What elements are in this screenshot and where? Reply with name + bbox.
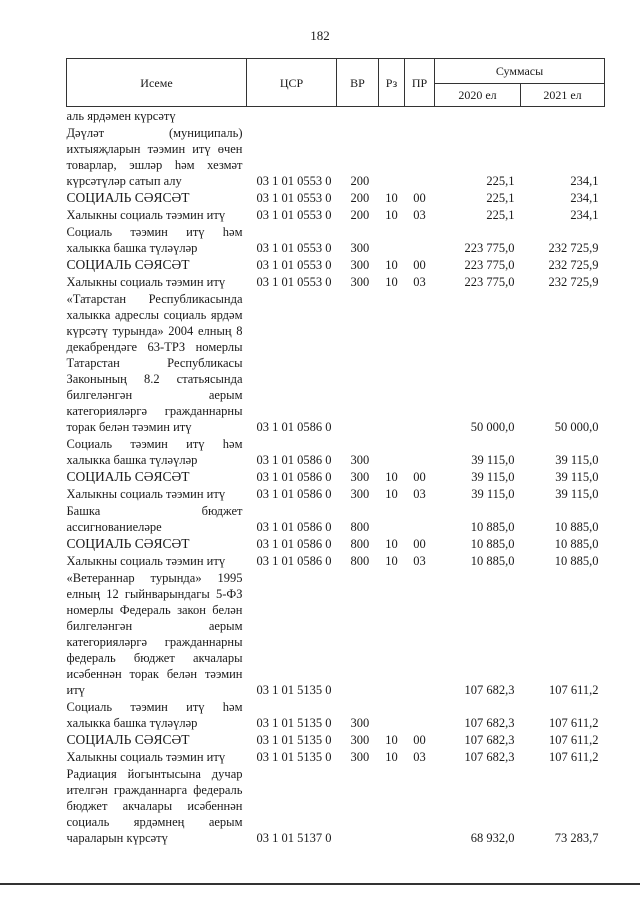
header-sums: Суммасы — [435, 59, 605, 84]
row-csr: 03 1 01 0586 0 — [256, 554, 332, 568]
table-row — [67, 468, 605, 485]
page-number: 182 — [310, 28, 330, 43]
row-csr: 03 1 01 0586 0 — [256, 487, 332, 501]
row-rz: 10 — [385, 470, 398, 484]
row-sum-2021: 10 885,0 — [554, 554, 599, 568]
table-row — [67, 273, 605, 290]
table-row — [67, 552, 605, 569]
table-row — [67, 535, 605, 552]
row-name-text: СОЦИАЛЬ СӘЯСӘТ — [66, 190, 190, 205]
row-rz — [379, 435, 405, 468]
row-csr: 03 1 01 5137 0 — [256, 831, 332, 845]
row-name — [67, 552, 247, 569]
table-row — [67, 206, 605, 223]
row-name — [67, 107, 247, 125]
row-vr — [337, 107, 379, 125]
row-sum-2020: 223 775,0 — [464, 241, 515, 255]
table-row — [67, 107, 605, 125]
row-vr: 300 — [350, 275, 370, 289]
row-sum-2020: 10 885,0 — [470, 537, 515, 551]
row-sum-2021: 232 725,9 — [548, 275, 599, 289]
row-name — [67, 273, 247, 290]
table-row — [67, 223, 605, 256]
row-sum-2020: 39 115,0 — [471, 487, 515, 501]
header-name: Исеме — [67, 59, 247, 107]
row-name — [67, 485, 247, 502]
row-rz: 10 — [385, 733, 398, 747]
row-pr — [405, 107, 435, 125]
row-name — [67, 223, 247, 256]
row-csr — [247, 107, 337, 125]
row-name — [67, 290, 247, 435]
row-name-text: Дәүләт (муниципаль) ихтыяҗларын тәэмин итү өчен товарлар, эшләр һәм хезмәт күрсәтүләр сатып алу — [66, 126, 243, 188]
row-vr: 300 — [350, 470, 370, 484]
header-2021: 2021 ел — [521, 84, 605, 107]
row-sum-2021: 39 115,0 — [555, 487, 599, 501]
row-name-text: Социаль тәэмин итү һәм халыкка башка түләүләр — [66, 700, 243, 730]
row-rz: 10 — [385, 537, 398, 551]
row-name-text: Башка бюджет ассигнованиеләре — [66, 504, 243, 534]
row-name — [67, 535, 247, 552]
row-name — [67, 256, 247, 273]
row-name — [67, 206, 247, 223]
row-name-text: Радиация йогынтысына дучар ителгән гражданнарга федераль бюджет акчалары исәбеннән социаль ярдәмнең аерым чараларын күрсәтү — [66, 767, 243, 845]
row-sum-2021: 50 000,0 — [554, 420, 599, 434]
bottom-divider — [0, 883, 640, 885]
table-body — [67, 107, 605, 847]
row-csr: 03 1 01 0553 0 — [256, 275, 332, 289]
row-name-text: Халыкны социаль тәэмин итү — [66, 554, 226, 568]
row-sum-2021: 107 611,2 — [548, 750, 599, 764]
table-row — [67, 502, 605, 535]
row-name-text: аль ярдәмен күрсәтү — [66, 109, 176, 123]
row-rz: 10 — [385, 275, 398, 289]
row-sum-2020: 107 682,3 — [464, 750, 515, 764]
row-name-text: Халыкны социаль тәэмин итү — [66, 275, 226, 289]
row-pr — [405, 435, 435, 468]
row-rz: 10 — [385, 554, 398, 568]
row-sum-2020 — [435, 107, 521, 125]
table-row — [67, 731, 605, 748]
row-sum-2020: 50 000,0 — [470, 420, 515, 434]
row-pr — [405, 569, 435, 698]
row-vr: 300 — [350, 487, 370, 501]
row-rz: 10 — [385, 191, 398, 205]
row-sum-2020: 107 682,3 — [464, 716, 515, 730]
row-csr: 03 1 01 0553 0 — [256, 208, 332, 222]
row-sum-2021: 39 115,0 — [555, 453, 599, 467]
row-name — [67, 569, 247, 698]
row-name — [67, 124, 247, 189]
row-sum-2020: 225,1 — [486, 174, 515, 188]
row-vr: 200 — [350, 208, 370, 222]
table-row — [67, 124, 605, 189]
row-csr: 03 1 01 0553 0 — [256, 258, 332, 272]
row-pr: 00 — [413, 733, 426, 747]
row-vr — [337, 290, 379, 435]
row-sum-2021: 10 885,0 — [554, 520, 599, 534]
row-sum-2021: 107 611,2 — [548, 683, 599, 697]
row-name-text: СОЦИАЛЬ СӘЯСӘТ — [66, 536, 190, 551]
budget-table — [66, 58, 605, 846]
row-sum-2021: 232 725,9 — [548, 258, 599, 272]
row-name-text: СОЦИАЛЬ СӘЯСӘТ — [66, 732, 190, 747]
header-pr: ПР — [405, 59, 435, 107]
row-vr: 300 — [350, 453, 370, 467]
row-csr: 03 1 01 0586 0 — [256, 420, 332, 434]
row-name-text: «Татарстан Республикасында халыкка адреслы социаль ярдәм күрсәтү турында» 2004 елның 8 декабрендәге 63-ТРЗ номерлы Татарстан Республикасы Законының 8.2 статьясында билгеләнгән аерым категорияләргә гражданнарны торак белән тәэмин итү — [66, 292, 243, 434]
row-csr: 03 1 01 5135 0 — [256, 716, 332, 730]
row-pr: 03 — [413, 208, 426, 222]
row-rz — [379, 107, 405, 125]
row-rz: 10 — [385, 750, 398, 764]
row-sum-2021 — [521, 107, 605, 125]
row-name — [67, 468, 247, 485]
row-sum-2020: 39 115,0 — [471, 470, 515, 484]
row-pr: 00 — [413, 470, 426, 484]
row-sum-2020: 39 115,0 — [471, 453, 515, 467]
row-rz — [379, 569, 405, 698]
row-sum-2020: 10 885,0 — [470, 554, 515, 568]
row-csr: 03 1 01 0553 0 — [256, 241, 332, 255]
row-sum-2021: 107 611,2 — [548, 716, 599, 730]
table-header — [67, 59, 605, 107]
row-sum-2020: 68 932,0 — [470, 831, 515, 845]
row-pr: 03 — [413, 750, 426, 764]
row-vr: 200 — [350, 191, 370, 205]
row-sum-2021: 107 611,2 — [548, 733, 599, 747]
row-csr: 03 1 01 0586 0 — [256, 470, 332, 484]
row-sum-2020: 10 885,0 — [470, 520, 515, 534]
row-csr: 03 1 01 5135 0 — [256, 683, 332, 697]
row-sum-2021: 234,1 — [570, 208, 599, 222]
row-name — [67, 765, 247, 846]
header-vr: ВР — [337, 59, 379, 107]
row-rz — [379, 290, 405, 435]
row-pr: 00 — [413, 191, 426, 205]
table-row — [67, 435, 605, 468]
row-rz — [379, 698, 405, 731]
row-vr: 300 — [350, 716, 370, 730]
table-row — [67, 189, 605, 206]
row-pr — [405, 765, 435, 846]
row-name — [67, 698, 247, 731]
row-pr: 00 — [413, 537, 426, 551]
row-rz — [379, 124, 405, 189]
row-sum-2021: 234,1 — [570, 174, 599, 188]
row-name-text: Халыкны социаль тәэмин итү — [66, 750, 226, 764]
header-csr: ЦСР — [247, 59, 337, 107]
row-csr: 03 1 01 5135 0 — [256, 750, 332, 764]
row-vr: 300 — [350, 750, 370, 764]
table-row — [67, 290, 605, 435]
row-name — [67, 189, 247, 206]
row-name — [67, 748, 247, 765]
row-sum-2020: 225,1 — [486, 208, 515, 222]
row-csr: 03 1 01 0553 0 — [256, 174, 332, 188]
row-vr: 300 — [350, 733, 370, 747]
row-sum-2021: 39 115,0 — [555, 470, 599, 484]
row-name-text: СОЦИАЛЬ СӘЯСӘТ — [66, 257, 190, 272]
row-rz — [379, 502, 405, 535]
row-rz: 10 — [385, 258, 398, 272]
row-pr: 03 — [413, 275, 426, 289]
row-vr: 800 — [350, 520, 370, 534]
table-row — [67, 485, 605, 502]
row-sum-2021: 234,1 — [570, 191, 599, 205]
row-sum-2020: 223 775,0 — [464, 275, 515, 289]
row-csr: 03 1 01 0586 0 — [256, 520, 332, 534]
row-name-text: СОЦИАЛЬ СӘЯСӘТ — [66, 469, 190, 484]
row-name-text: Халыкны социаль тәэмин итү — [66, 487, 226, 501]
row-csr: 03 1 01 0586 0 — [256, 537, 332, 551]
row-sum-2021: 73 283,7 — [554, 831, 599, 845]
row-vr — [337, 765, 379, 846]
row-pr — [405, 290, 435, 435]
row-csr: 03 1 01 5135 0 — [256, 733, 332, 747]
table-row — [67, 698, 605, 731]
row-pr: 03 — [413, 487, 426, 501]
row-rz: 10 — [385, 487, 398, 501]
row-pr: 00 — [413, 258, 426, 272]
row-name — [67, 731, 247, 748]
table-row — [67, 748, 605, 765]
header-rz: Рз — [379, 59, 405, 107]
row-name-text: Социаль тәэмин итү һәм халыкка башка түләүләр — [66, 225, 243, 255]
table-row — [67, 256, 605, 273]
table-row — [67, 569, 605, 698]
row-pr — [405, 124, 435, 189]
row-name — [67, 502, 247, 535]
row-vr — [337, 569, 379, 698]
row-name-text: Социаль тәэмин итү һәм халыкка башка түләүләр — [66, 437, 243, 467]
row-sum-2021: 232 725,9 — [548, 241, 599, 255]
row-vr: 200 — [350, 174, 370, 188]
row-sum-2021: 10 885,0 — [554, 537, 599, 551]
row-rz — [379, 765, 405, 846]
row-pr — [405, 223, 435, 256]
row-csr: 03 1 01 0586 0 — [256, 453, 332, 467]
row-vr: 800 — [350, 537, 370, 551]
row-name — [67, 435, 247, 468]
row-rz — [379, 223, 405, 256]
row-vr: 800 — [350, 554, 370, 568]
row-sum-2020: 223 775,0 — [464, 258, 515, 272]
row-sum-2020: 225,1 — [486, 191, 515, 205]
row-name-text: «Ветераннар турында» 1995 елның 12 гыйнварындагы 5-ФЗ номерлы Федераль закон белән билгеләнгән аерым категорияләргә гражданнарны федераль бюджет акчалары исәбеннән торак белән тәэмин итү — [66, 571, 243, 697]
header-2020: 2020 ел — [435, 84, 521, 107]
row-sum-2020: 107 682,3 — [464, 733, 515, 747]
row-name-text: Халыкны социаль тәэмин итү — [66, 208, 226, 222]
row-pr — [405, 502, 435, 535]
table-row — [67, 765, 605, 846]
row-rz: 10 — [385, 208, 398, 222]
row-sum-2020: 107 682,3 — [464, 683, 515, 697]
row-vr: 300 — [350, 241, 370, 255]
row-pr — [405, 698, 435, 731]
row-csr: 03 1 01 0553 0 — [256, 191, 332, 205]
row-vr: 300 — [350, 258, 370, 272]
row-pr: 03 — [413, 554, 426, 568]
